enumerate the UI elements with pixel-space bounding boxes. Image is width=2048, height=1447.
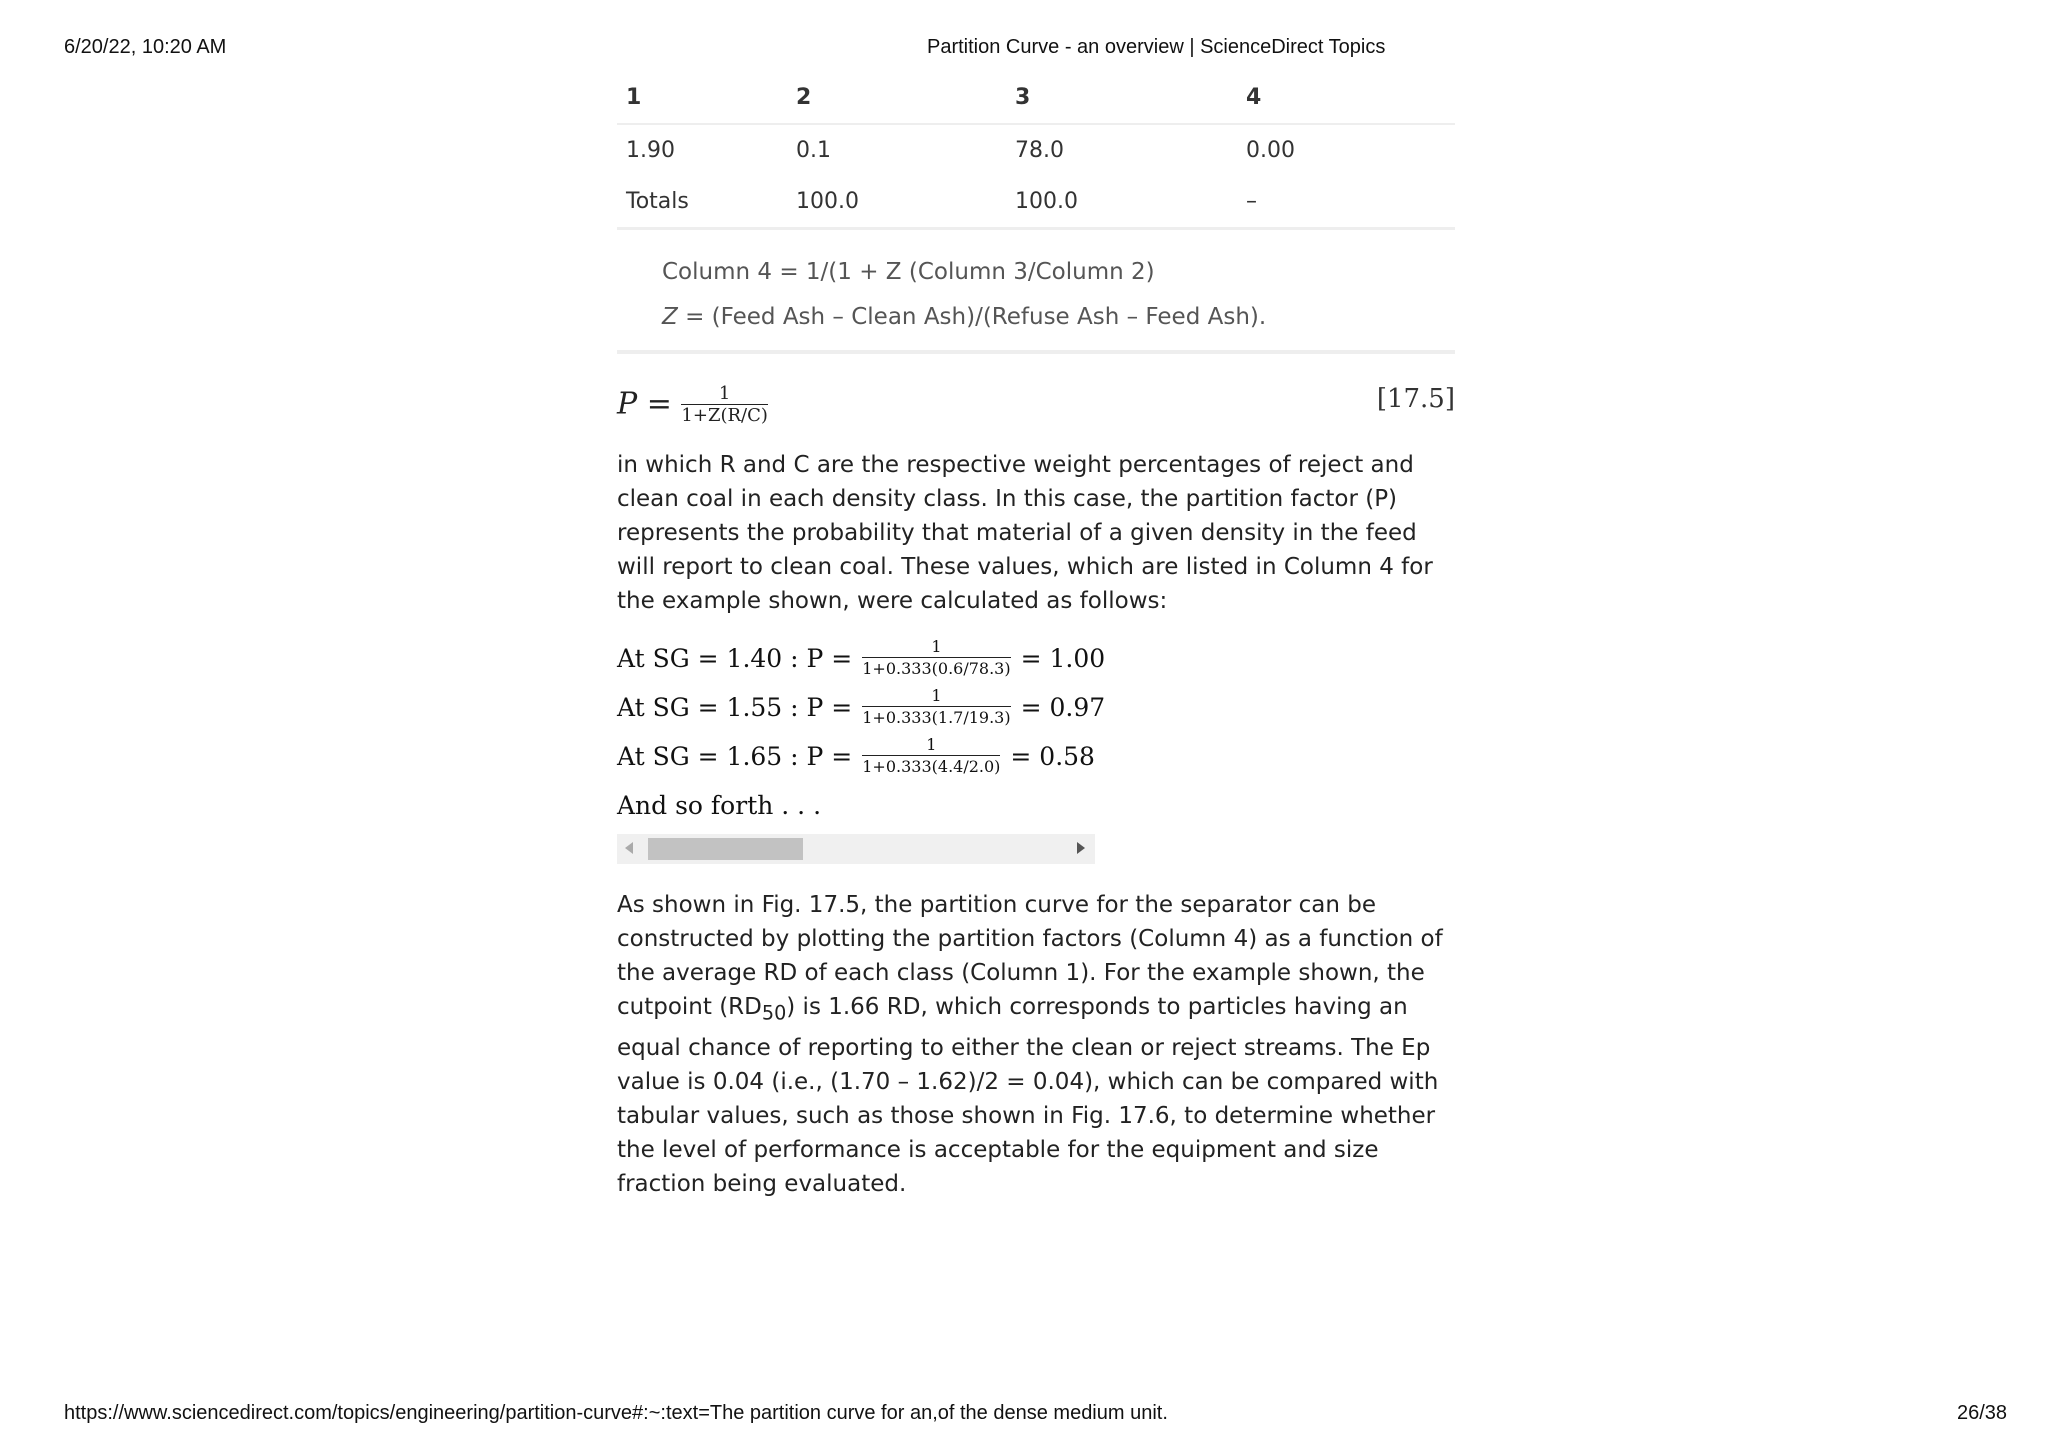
calc-numerator: 1: [862, 735, 1000, 756]
calc-result: = 0.97: [1020, 693, 1106, 722]
calculation-tail: And so forth . . .: [617, 791, 822, 820]
footnote-variable: Z: [662, 304, 678, 330]
calc-fraction: [862, 686, 1010, 729]
table-cell: –: [1237, 176, 1455, 229]
paragraph-text: As shown in Fig. 17.5, the partition curve for the separator can be constructed by plotting the partition factors (Column 4) as a function of the average RD of each class (Column 1). For the example shown, the cutpoint (RD: [617, 892, 1443, 1020]
table-header-cell: 2: [787, 72, 1006, 124]
calc-denominator: 1+0.333(4.4/2.0): [862, 757, 1001, 776]
calc-numerator: 1: [862, 686, 1010, 707]
footnote-line: [662, 295, 1455, 340]
body-paragraph: [617, 888, 1455, 1201]
table-cell: 100.0: [1006, 176, 1237, 229]
print-page-title: Partition Curve - an overview | ScienceDirect Topics: [927, 36, 1386, 58]
table-header-cell: 3: [1006, 72, 1237, 124]
data-table: [617, 72, 1455, 230]
calc-denominator: 1+0.333(0.6/78.3): [862, 659, 1011, 678]
calculation-line: [617, 634, 1455, 683]
table-row: [617, 124, 1455, 176]
calc-fraction: [862, 637, 1010, 680]
scrollbar-thumb[interactable]: [648, 838, 803, 860]
body-paragraph: in which R and C are the respective weight percentages of reject and clean coal in each density class. In this case, the partition factor (P) represents the probability that material of a given density in the feed will report to clean coal. These values, which are listed in Column 4 for the example shown, were calculated as follows:: [617, 452, 1433, 614]
equation-denominator: 1+Z(R/C): [681, 405, 768, 426]
table-header-cell: 4: [1237, 72, 1455, 124]
table-cell: 0.1: [796, 138, 831, 163]
footnote-line: Column 4 = 1/(1 + Z (Column 3/Column 2): [662, 259, 1155, 285]
calc-lhs: At SG = 1.55 : P =: [617, 693, 853, 722]
table-cell: Totals: [617, 176, 787, 229]
calc-denominator: 1+0.333(1.7/19.3): [862, 708, 1011, 727]
equation-numerator: 1: [681, 384, 767, 405]
table-header-cell: 1: [617, 72, 787, 124]
calculation-line: [617, 683, 1455, 732]
horizontal-scrollbar[interactable]: [617, 834, 1095, 864]
table-header-row: [617, 72, 1455, 124]
calc-numerator: 1: [862, 637, 1010, 658]
table-footnotes: [617, 230, 1455, 354]
paragraph-text: ) is 1.66 RD, which corresponds to particles having an equal chance of reporting to either the clean or reject streams. The Ep value is 0.04 (i.e., (1.70 – 1.62)/2 = 0.04), which can be compared with tabular values, such as those shown in Fig. 17.6, to determine whether the level of performance is acceptable for the equipment and size fraction being evaluated.: [617, 994, 1439, 1197]
scroll-left-arrow-icon[interactable]: [625, 842, 633, 854]
calc-result: = 0.58: [1010, 742, 1095, 771]
calc-lhs: At SG = 1.65 : P =: [617, 742, 853, 771]
table-cell: 78.0: [1015, 138, 1064, 163]
table-cell: 100.0: [787, 176, 1006, 229]
calculation-block: [617, 634, 1455, 830]
partition-equation: [617, 384, 768, 427]
equation-number: [17.5]: [1376, 384, 1455, 414]
equation-block: [617, 354, 1455, 440]
table-cell: 0.00: [1246, 138, 1295, 163]
scroll-right-arrow-icon[interactable]: [1077, 842, 1085, 854]
equation-fraction: [681, 384, 767, 427]
article-content: [617, 72, 1455, 1201]
calc-result: = 1.00: [1020, 644, 1106, 673]
calc-fraction: [862, 735, 1000, 778]
table-row: [617, 176, 1455, 229]
print-page-number: 26/38: [1957, 1402, 2008, 1424]
calculation-line: [617, 732, 1455, 781]
print-url: https://www.sciencedirect.com/topics/engineering/partition-curve#:~:text=The partition curve for an,of the dense medium unit.: [64, 1402, 1168, 1424]
table-cell: 1.90: [626, 138, 675, 163]
calc-lhs: At SG = 1.40 : P =: [617, 644, 853, 673]
equation-lhs: P =: [617, 386, 672, 422]
print-date: 6/20/22, 10:20 AM: [64, 36, 227, 58]
subscript: 50: [761, 1001, 787, 1025]
footnote-text: = (Feed Ash – Clean Ash)/(Refuse Ash – Feed Ash).: [677, 304, 1267, 330]
